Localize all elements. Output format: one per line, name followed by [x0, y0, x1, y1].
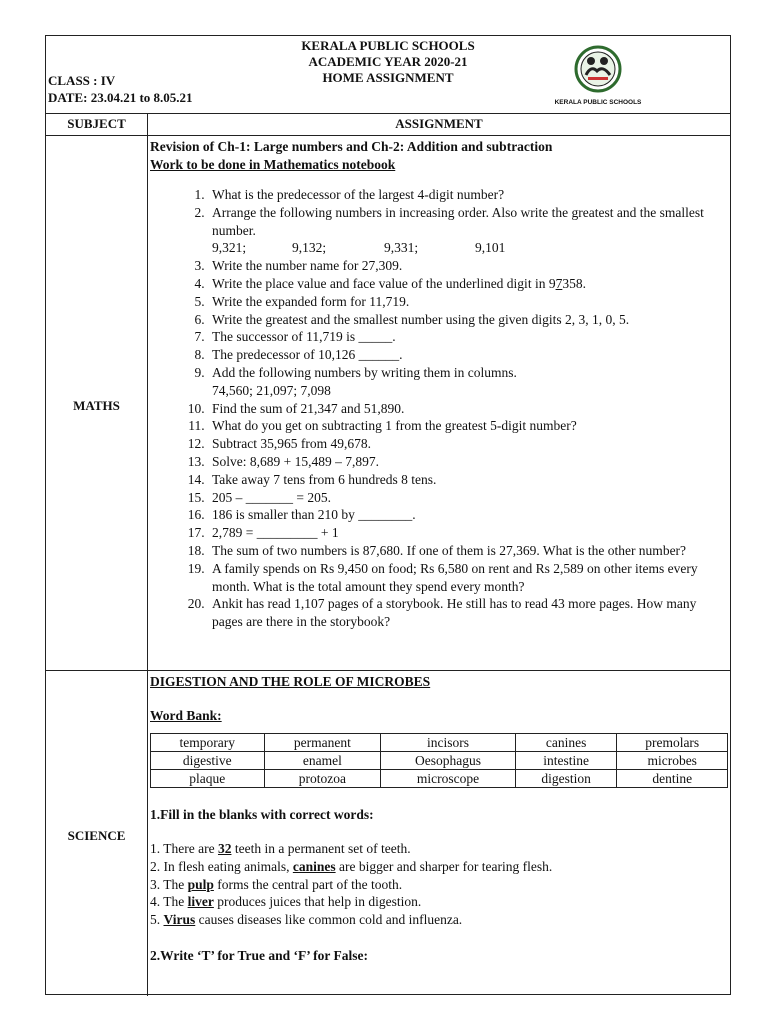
- answer: canines: [292, 858, 336, 874]
- true-false-heading: 2.Write ‘T’ for True and ‘F’ for False:: [150, 947, 368, 963]
- fill-item: 1. There are 32 teeth in a permanent set of teeth.: [150, 841, 411, 856]
- svg-text:KERALA PUBLIC SCHOOLS: KERALA PUBLIC SCHOOLS: [554, 99, 642, 106]
- question: 9. Add the following numbers by writing them in columns. 74,560; 21,097; 7,098: [208, 364, 725, 400]
- answer: liver: [187, 894, 214, 910]
- science-assignment: [150, 673, 728, 965]
- word-bank-table: [150, 733, 728, 788]
- table-cell: enamel: [264, 752, 381, 770]
- question: 15. 205 – _______ = 205.: [208, 489, 725, 507]
- question: 12. Subtract 35,965 from 49,678.: [208, 435, 725, 453]
- word-bank-label: Word Bank:: [150, 708, 222, 723]
- fill-item: 5. Virus causes diseases like common cold and influenza.: [150, 912, 463, 928]
- question: 14. Take away 7 tens from 6 hundreds 8 tens.: [208, 471, 725, 489]
- table-cell: permanent: [264, 734, 381, 752]
- question: 5. Write the expanded form for 11,719.: [208, 293, 725, 311]
- question: 18. The sum of two numbers is 87,680. If one of them is 27,369. What is the other number?: [208, 542, 725, 560]
- question: 8. The predecessor of 10,126 ______.: [208, 346, 725, 364]
- question-9-numbers: 74,560; 21,097; 7,098: [212, 382, 331, 398]
- table-cell: dentine: [617, 770, 728, 788]
- table-row: [151, 770, 728, 788]
- class-label: CLASS : IV: [48, 73, 116, 88]
- question: 20. Ankit has read 1,107 pages of a storybook. He still has to read 43 more pages. How many pages are there in the storybook?: [208, 595, 725, 631]
- maths-heading: Revision of Ch-1: Large numbers and Ch-2: Addition and subtraction: [150, 139, 553, 154]
- column-divider: [147, 113, 148, 996]
- table-cell: Oesophagus: [381, 752, 516, 770]
- row-divider: [46, 670, 730, 671]
- table-cell: microbes: [617, 752, 728, 770]
- question: 10. Find the sum of 21,347 and 51,890.: [208, 400, 725, 418]
- question: 19. A family spends on Rs 9,450 on food; Rs 6,580 on rent and Rs 2,589 on other items every month. What is the total amount they spend every month?: [208, 560, 725, 596]
- date-label: DATE: 23.04.21 to 8.05.21: [48, 90, 193, 105]
- column-header-row: [46, 113, 730, 136]
- question: 11. What do you get on subtracting 1 from the greatest 5-digit number?: [208, 417, 725, 435]
- fill-item: 4. The liver produces juices that help in digestion.: [150, 894, 422, 910]
- table-cell: protozoa: [264, 770, 381, 788]
- science-heading: DIGESTION AND THE ROLE OF MICROBES: [150, 674, 431, 689]
- fill-item: 2. In flesh eating animals, canines are bigger and sharper for tearing flesh.: [150, 858, 553, 874]
- table-cell: microscope: [381, 770, 516, 788]
- answer: 32: [217, 841, 232, 856]
- table-row: [151, 752, 728, 770]
- table-cell: premolars: [617, 734, 728, 752]
- table-row: [151, 734, 728, 752]
- maths-assignment: [150, 138, 725, 631]
- answer: pulp: [187, 876, 214, 892]
- fill-blanks-list: [150, 840, 728, 929]
- table-cell: intestine: [515, 752, 617, 770]
- question: 1. What is the predecessor of the largest 4-digit number?: [208, 186, 725, 204]
- question: 4. Write the place value and face value of the underlined digit in 97358.: [208, 275, 725, 293]
- assignment-column-header: ASSIGNMENT: [395, 116, 483, 131]
- sheet-header: [46, 36, 730, 114]
- maths-instruction: Work to be done in Mathematics notebook: [150, 157, 396, 172]
- assignment-title: HOME ASSIGNMENT: [322, 70, 454, 85]
- question: 3. Write the number name for 27,309.: [208, 257, 725, 275]
- question: 6. Write the greatest and the smallest number using the given digits 2, 3, 1, 0, 5.: [208, 311, 725, 329]
- table-cell: plaque: [151, 770, 265, 788]
- maths-question-list: [150, 186, 725, 631]
- question: 13. Solve: 8,689 + 15,489 – 7,897.: [208, 453, 725, 471]
- subject-column-header: SUBJECT: [67, 116, 126, 131]
- question: 16. 186 is smaller than 210 by ________.: [208, 506, 725, 524]
- table-cell: digestion: [515, 770, 617, 788]
- fill-blanks-heading: 1.Fill in the blanks with correct words:: [150, 807, 374, 822]
- maths-subject-label: MATHS: [73, 398, 120, 413]
- question: 7. The successor of 11,719 is _____.: [208, 328, 725, 346]
- question: 17. 2,789 = _________ + 1: [208, 524, 725, 542]
- academic-year: ACADEMIC YEAR 2020-21: [308, 54, 468, 69]
- assignment-sheet: [45, 35, 731, 995]
- answer: Virus: [163, 912, 196, 928]
- class-info: [48, 72, 193, 106]
- table-cell: temporary: [151, 734, 265, 752]
- question-2-numbers: 9,321; 9,132; 9,331; 9,101: [212, 240, 506, 256]
- school-name: KERALA PUBLIC SCHOOLS: [301, 38, 475, 53]
- table-cell: canines: [515, 734, 617, 752]
- table-cell: incisors: [381, 734, 516, 752]
- fill-item: 3. The pulp forms the central part of the tooth.: [150, 876, 403, 892]
- table-cell: digestive: [151, 752, 265, 770]
- science-subject-label: SCIENCE: [67, 828, 126, 843]
- question: 2. Arrange the following numbers in increasing order. Also write the greatest and the smallest number. 9,321; 9,132; 9,331; 9,101: [208, 204, 725, 257]
- school-logo: [554, 41, 642, 107]
